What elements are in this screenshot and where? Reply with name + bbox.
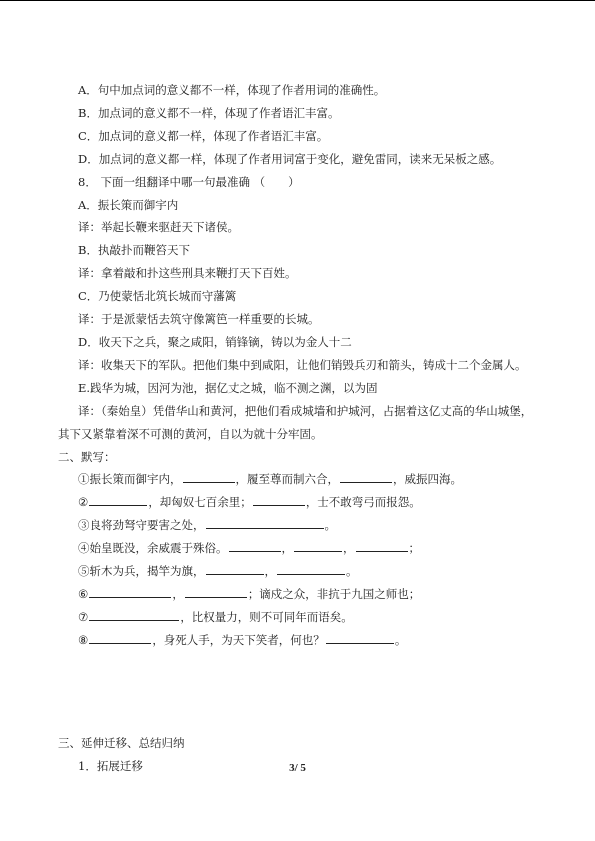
dictation-text: ⑥ <box>78 586 89 601</box>
dictation-text: ， <box>281 541 293 556</box>
dictation-text: ， <box>343 541 355 556</box>
dictation-text: ①振长策而御宇内， <box>78 472 182 487</box>
answer-blank[interactable] <box>356 539 408 552</box>
option-d: D．加点词的意义都一样，体现了作者用词富于变化，避免雷同，读来无呆板之感。 <box>78 151 502 166</box>
answer-blank[interactable] <box>340 470 392 483</box>
q8-source-e: E.践华为城，因河为池，据亿丈之城，临不测之渊，以为固 <box>78 380 378 395</box>
answer-blank[interactable] <box>89 608 179 621</box>
answer-blank[interactable] <box>89 493 147 506</box>
dictation-line <box>58 606 538 629</box>
dictation-text: ⑦ <box>78 609 89 624</box>
q8-translation-c: 译：于是派蒙恬去筑守像篱笆一样重要的长城。 <box>78 312 320 327</box>
answer-blank[interactable] <box>206 562 264 575</box>
dictation-text: ，士不敢弯弓而报怨。 <box>305 495 421 510</box>
answer-blank[interactable] <box>277 562 345 575</box>
dictation-text: ， <box>172 586 184 601</box>
option-c: C．加点词的意义都一样，体现了作者语汇丰富。 <box>78 128 329 143</box>
q8-source-c: C．乃使蒙恬北筑长城而守藩篱 <box>78 289 237 304</box>
page-number: 3/ 5 <box>289 762 306 774</box>
q8-translation-b: 译：拿着敲和扑这些刑具来鞭打天下百姓。 <box>78 266 297 281</box>
q8-source-b: B．执敲扑而鞭笞天下 <box>78 243 190 258</box>
document-body <box>58 79 538 777</box>
answer-blank[interactable] <box>229 539 281 552</box>
dictation-text: ④始皇既没，余威震于殊俗。 <box>78 541 228 556</box>
top-border-line <box>0 0 595 1</box>
section-3-heading: 三、延伸迁移、总结归纳 <box>58 735 185 750</box>
dictation-line <box>58 468 538 491</box>
dictation-text: ，身死人手，为天下笑者，何也？ <box>152 632 325 647</box>
q8-translation-e: 译：（秦始皇）凭借华山和黄河，把他们看成城墙和护城河，占据着这亿丈高的华山城堡，其下又紧靠着深不可测的黄河，自以为就十分牢固。 <box>58 403 533 441</box>
answer-blank[interactable] <box>185 585 247 598</box>
section-2-heading: 二、默写： <box>58 449 116 464</box>
dictation-list <box>58 468 538 651</box>
dictation-line <box>58 629 538 652</box>
answer-blank[interactable] <box>183 470 235 483</box>
dictation-line <box>58 560 538 583</box>
answer-blank[interactable] <box>253 493 305 506</box>
dictation-text: ； <box>408 541 420 556</box>
option-a: A．句中加点词的意义都不一样，体现了作者用词的准确性。 <box>78 83 386 97</box>
dictation-line <box>58 491 538 514</box>
dictation-line <box>58 583 538 606</box>
dictation-text: ；谪戍之众，非抗于九国之师也； <box>247 586 421 601</box>
q8-translation-d: 译：收集天下的军队。把他们集中到咸阳，让他们销毁兵刃和箭头，铸成十二个金属人。 <box>78 357 527 372</box>
dictation-text: 。 <box>394 632 407 647</box>
dictation-text: ，履至尊而制六合， <box>235 472 339 487</box>
dictation-line <box>58 514 538 537</box>
dictation-text: ，威振四海。 <box>393 472 462 487</box>
section-3-subheading: 1．拓展迁移 <box>78 758 143 773</box>
dictation-text: 。 <box>324 518 336 533</box>
option-b: B．加点词的意义都不一样，体现了作者语汇丰富。 <box>78 105 340 120</box>
answer-blank[interactable] <box>326 631 394 644</box>
dictation-text: ⑤斩木为兵，揭竿为旗， <box>78 564 205 579</box>
dictation-text: ⑧ <box>78 632 89 647</box>
q8-source-a: A．振长策而御宇内 <box>78 197 179 212</box>
q8-translation-a: 译：举起长鞭来驱赶天下诸侯。 <box>78 220 239 235</box>
answer-blank[interactable] <box>89 631 151 644</box>
dictation-text: ② <box>78 495 89 510</box>
dictation-text: ， <box>264 564 276 579</box>
dictation-text: 。 <box>346 564 358 579</box>
q8-source-d: D．收天下之兵，聚之咸阳，销锋镝，铸以为金人十二 <box>78 334 352 349</box>
dictation-text: ，比权量力，则不可同年而语矣。 <box>180 609 353 624</box>
answer-blank[interactable] <box>206 516 324 529</box>
question-8: 8． 下面一组翻译中哪一句最准确 （ ） <box>78 174 300 189</box>
dictation-text: ③良将劲弩守要害之处， <box>78 518 205 533</box>
answer-blank[interactable] <box>89 585 171 598</box>
blank-space <box>58 652 538 732</box>
dictation-text: ，却匈奴七百余里； <box>148 495 252 510</box>
dictation-line <box>58 537 538 560</box>
answer-blank[interactable] <box>294 539 342 552</box>
